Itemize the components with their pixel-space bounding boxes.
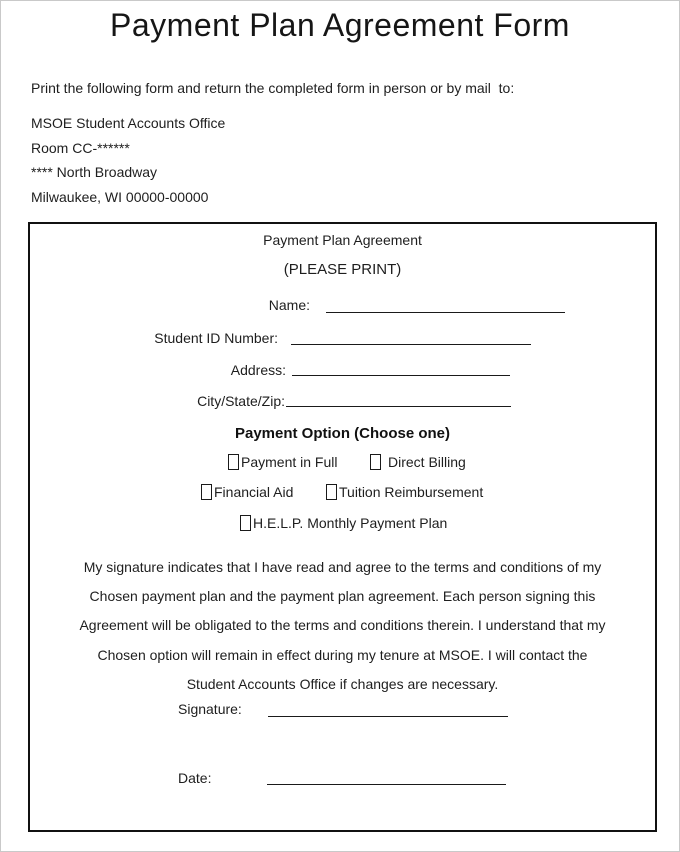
address-line-city: Milwaukee, WI 00000-00000 [31,188,209,205]
date-input-line[interactable] [267,784,506,785]
option-label: Direct Billing [388,454,466,470]
option-payment-in-full[interactable] [228,453,337,471]
checkbox-direct-billing[interactable] [370,454,381,470]
agreement-line: Agreement will be obligated to the terms and conditions therein. I understand that my [79,617,606,634]
option-help-monthly-plan[interactable] [240,514,447,532]
signature-label: Signature: [178,701,242,717]
city-state-zip-label: City/State/Zip: [197,393,285,409]
agreement-form-box [28,222,657,832]
option-label: H.E.L.P. Monthly Payment Plan [253,515,448,531]
name-label: Name: [268,297,310,313]
agreement-line: Student Accounts Office if changes are necessary. [186,675,499,692]
option-tuition-reimbursement[interactable] [326,483,483,501]
name-input-line[interactable] [326,312,565,313]
city-state-zip-input-line[interactable] [286,406,511,407]
checkbox-tuition-reimbursement[interactable] [326,484,337,500]
signature-input-line[interactable] [268,716,508,717]
option-direct-billing[interactable] [370,453,466,471]
address-line-room: Room CC-****** [31,139,130,156]
checkbox-financial-aid[interactable] [201,484,212,500]
form-subheading: (PLEASE PRINT) [283,261,402,278]
address-input-line[interactable] [292,375,510,376]
agreement-line: Chosen option will remain in effect during my tenure at MSOE. I will contact the [97,646,588,663]
page-title: Payment Plan Agreement Form [110,7,570,43]
address-line-office: MSOE Student Accounts Office [31,115,226,131]
student-id-input-line[interactable] [291,344,531,345]
form-heading: Payment Plan Agreement [263,232,422,248]
option-label: Payment in Full [241,454,338,470]
agreement-text [30,553,655,699]
option-label: Financial Aid [214,484,294,500]
address-line-street: **** North Broadway [31,164,158,180]
date-label: Date: [178,770,212,786]
payment-option-heading: Payment Option (Choose one) [234,425,450,442]
option-label: Tuition Reimbursement [339,484,484,500]
mailing-address [31,111,225,209]
checkbox-help-monthly-plan[interactable] [240,515,251,531]
address-label: Address: [230,362,286,378]
intro-text: Print the following form and return the completed form in person or by mail to: [31,80,515,96]
student-id-label: Student ID Number: [154,330,278,346]
agreement-line: My signature indicates that I have read and agree to the terms and conditions of my [83,559,602,575]
agreement-line: Chosen payment plan and the payment plan agreement. Each person signing this [89,588,596,605]
checkbox-payment-in-full[interactable] [228,454,239,470]
option-financial-aid[interactable] [201,483,293,501]
